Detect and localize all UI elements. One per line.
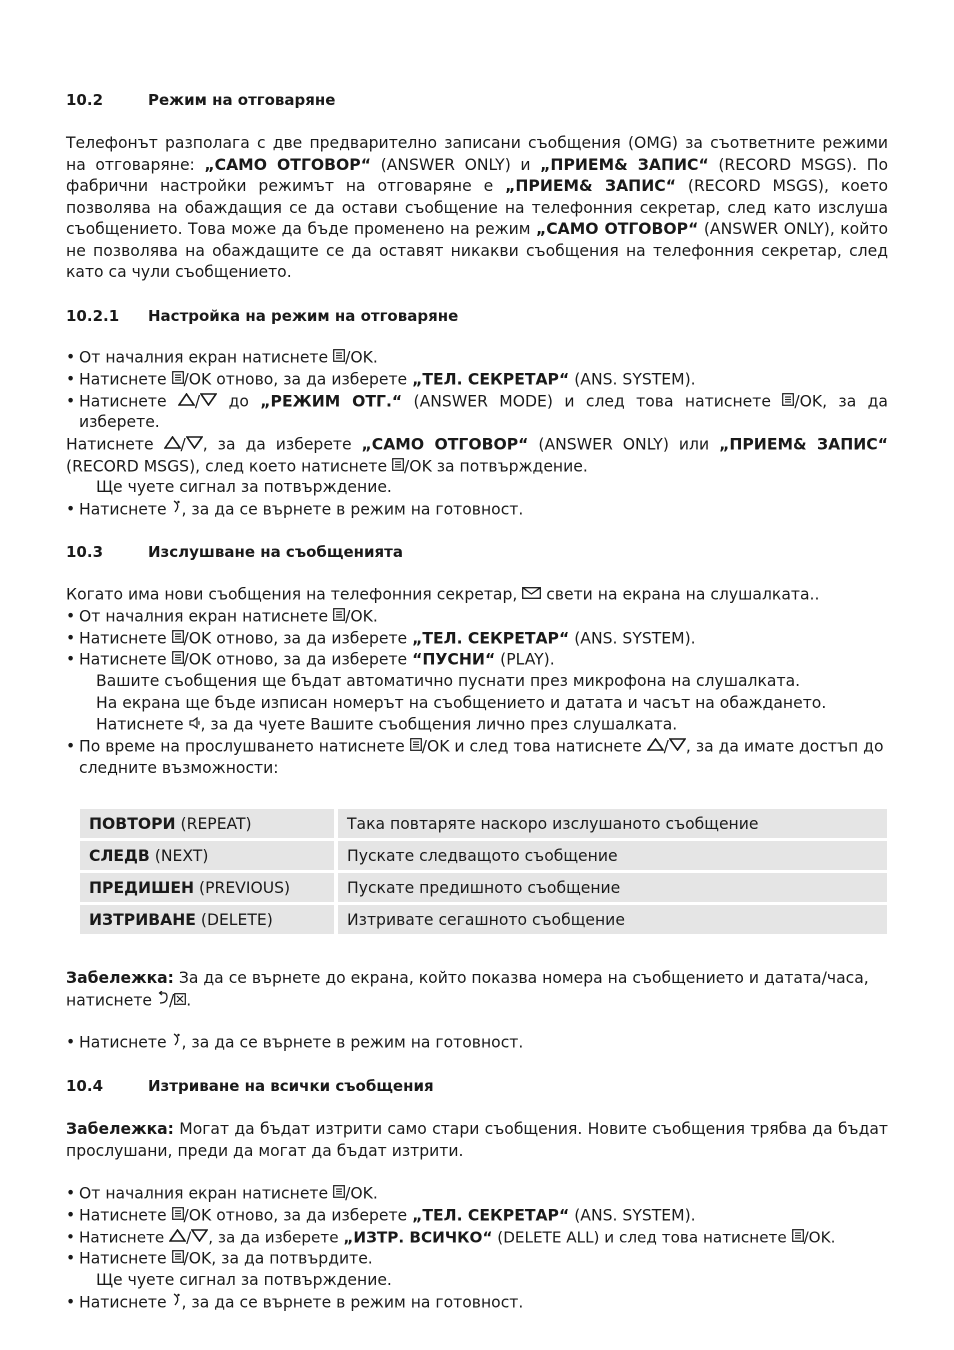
menu-icon	[172, 649, 184, 671]
text: (RECORD MSGS), след което натиснете	[66, 456, 393, 475]
bullet: •	[66, 628, 76, 647]
text: /OK отново, за да изберете	[183, 628, 413, 647]
option-description: Пускате предишното съобщение	[338, 873, 887, 902]
menu-name: „ТЕЛ. СЕКРЕТАР“	[412, 1206, 570, 1224]
options-table	[80, 806, 887, 937]
instruction-paragraph	[66, 434, 888, 478]
table-row	[80, 841, 887, 870]
note-label: Забележка:	[66, 1120, 174, 1138]
menu-name: „ТЕЛ. СЕКРЕТАР“	[412, 370, 570, 388]
intro-line	[66, 584, 888, 606]
down-arrow-icon	[200, 391, 217, 413]
list-item	[66, 347, 888, 369]
end-call-icon	[172, 1292, 182, 1314]
bullet: •	[66, 391, 76, 410]
list-item	[66, 1183, 888, 1205]
text: /OK.	[803, 1227, 836, 1246]
menu-name: „РЕЖИМ ОТГ.“	[260, 391, 403, 410]
info-line: Вашите съобщения ще бъдат автоматично пуснати през микрофона на слушалката.	[96, 672, 801, 690]
clear-icon	[174, 990, 186, 1012]
speaker-icon	[189, 714, 201, 736]
menu-icon	[172, 628, 184, 650]
confirm-note: Ще чуете сигнал за потвърждение.	[96, 1271, 392, 1289]
section-number: 10.4	[66, 1077, 104, 1095]
text: /OK, за да потвърдите.	[183, 1249, 373, 1268]
text: Могат да бъдат изтрити само стари съобщения. Новите съобщения трябва да бъдат прослушани, преди да могат да бъдат изтрити.	[66, 1120, 888, 1160]
text: (ANSWER MODE) и след това натиснете	[402, 391, 783, 410]
up-arrow-icon	[164, 434, 181, 456]
text: /OK.	[345, 348, 378, 367]
list-item	[66, 1248, 888, 1270]
text: (ANSWER ONLY) и	[370, 155, 541, 174]
mode-record: „ПРИЕМ& ЗАПИС“	[719, 435, 888, 453]
text: .	[186, 990, 192, 1009]
list-item	[66, 606, 888, 628]
list-item	[66, 1032, 888, 1054]
end-call-icon	[172, 1032, 182, 1054]
text: /	[194, 391, 201, 410]
bullet: •	[66, 736, 76, 755]
table-row	[80, 809, 887, 838]
menu-icon	[172, 369, 184, 391]
section-number: 10.2.1	[66, 307, 120, 325]
text: /	[168, 990, 175, 1009]
section-10-3-steps	[66, 584, 888, 779]
bullet: •	[66, 1249, 76, 1268]
bullet: •	[66, 499, 76, 518]
option-english: (DELETE)	[195, 910, 273, 929]
bullet: •	[66, 369, 76, 388]
text: Натиснете	[79, 500, 172, 518]
bullet: •	[66, 606, 76, 625]
text: (RECORD MSGS), което позволява на обаждащия се да остави съобщение на телефонния секретар, след като изслуша съобщението. Това може да бъде променено на режим	[66, 177, 889, 238]
option-name	[80, 809, 338, 838]
text: /OK и след това натиснете	[421, 737, 647, 755]
text: /OK, за да изберете.	[79, 391, 888, 432]
text: (RECORD MSGS). По фабрични настройки режимът на отговаряне е	[66, 155, 889, 195]
menu-name: „ИЗТР. ВСИЧКО“	[343, 1227, 493, 1246]
text: , за да чуете Вашите съобщения лично през слушалката.	[200, 715, 678, 734]
text: свети на екрана на слушалката..	[541, 585, 820, 604]
text: По време на прослушването натиснете	[79, 737, 410, 755]
list-item	[66, 649, 888, 671]
option-name	[80, 905, 338, 934]
section-heading-10-2	[66, 91, 888, 109]
list-item	[66, 1205, 888, 1227]
text: (ANS. SYSTEM).	[569, 628, 696, 647]
option-label: СЛЕДВ	[89, 846, 150, 865]
bullet: •	[66, 1292, 76, 1311]
mode-record: „ПРИЕМ& ЗАПИС“	[540, 155, 709, 174]
option-description: Пускате следващото съобщение	[338, 841, 887, 870]
bullet: •	[66, 1184, 76, 1202]
text: , за да изберете	[202, 435, 362, 453]
down-arrow-icon	[669, 736, 686, 758]
text: /OK отново, за да изберете	[183, 370, 413, 388]
text: , за да се върнете в режим на готовност.	[181, 500, 524, 518]
bullet: •	[66, 348, 76, 366]
menu-icon	[333, 347, 345, 369]
text: Натиснете	[96, 715, 189, 734]
section-10-2-paragraph	[66, 133, 888, 284]
text: Натиснете	[66, 435, 164, 453]
mode-answer-only: „САМО ОТГОВОР“	[535, 220, 699, 238]
mode-record: „ПРИЕМ& ЗАПИС“	[505, 177, 676, 195]
table-row	[80, 873, 887, 902]
option-name	[80, 841, 338, 870]
section-heading-10-3	[66, 543, 888, 561]
text: /OK.	[345, 607, 378, 625]
table-row	[80, 905, 887, 934]
menu-icon	[782, 391, 794, 413]
text: до	[217, 391, 261, 410]
down-arrow-icon	[186, 434, 203, 456]
confirm-note: Ще чуете сигнал за потвърждение.	[96, 478, 392, 497]
list-item	[66, 628, 888, 650]
up-arrow-icon	[169, 1227, 186, 1249]
option-label: ПРЕДИШЕН	[89, 878, 195, 897]
menu-icon	[172, 1205, 184, 1227]
end-call-icon	[172, 499, 182, 521]
down-arrow-icon	[191, 1227, 208, 1249]
text: Натиснете	[79, 650, 172, 669]
section-title: Изслушване на съобщенията	[148, 543, 403, 561]
text: (PLAY).	[495, 650, 555, 669]
text: От началния екран натиснете	[79, 607, 334, 625]
text: Телефонът разполага с две предварително записани съобщения (OMG) за съответните режими на отговаряне:	[66, 134, 888, 174]
section-10-2-1-steps	[66, 347, 888, 521]
section-heading-10-4	[66, 1077, 888, 1095]
text: (ANSWER ONLY) или	[528, 435, 720, 453]
section-title: Изтриване на всички съобщения	[148, 1077, 434, 1095]
bullet: •	[66, 1205, 76, 1224]
text: , за да имате достъп до следните възможности:	[79, 737, 884, 777]
up-arrow-icon	[178, 391, 195, 413]
section-heading-10-2-1	[66, 307, 888, 325]
option-english: (NEXT)	[149, 846, 209, 865]
note-paragraph	[66, 968, 888, 1011]
menu-icon	[333, 1183, 345, 1205]
menu-name: “ПУСНИ“	[412, 650, 496, 669]
section-number: 10.3	[66, 543, 104, 561]
text: Натиснете	[79, 1292, 172, 1311]
envelope-icon	[522, 584, 541, 606]
text: (ANSWER ONLY), който не позволява на обаждащите се да оставят никакви съобщения на телефонния секретар, след като са чули съобщението.	[66, 220, 888, 281]
option-label: ПОВТОРИ	[89, 814, 176, 833]
text: (ANS. SYSTEM).	[569, 370, 696, 388]
text: /OK за потвърждение.	[404, 456, 588, 475]
option-english: (REPEAT)	[175, 814, 252, 833]
text: /	[180, 435, 186, 453]
option-description: Така повтаряте наскоро изслушаното съобщение	[338, 809, 887, 838]
mode-answer-only: „САМО ОТГОВОР“	[204, 155, 371, 174]
note-label: Забележка:	[66, 969, 174, 987]
text: /OK отново, за да изберете	[183, 1206, 413, 1224]
section-10-4-steps	[66, 1183, 888, 1313]
text: /	[186, 1227, 192, 1246]
back-icon	[157, 990, 169, 1012]
menu-icon	[410, 736, 422, 758]
text: От началния екран натиснете	[79, 1184, 334, 1203]
text: Натиснете	[79, 1249, 172, 1268]
list-item	[66, 736, 888, 779]
text: Натиснете	[79, 1206, 172, 1224]
text: /OK отново, за да изберете	[183, 650, 413, 669]
option-description: Изтривате сегашното съобщение	[338, 905, 887, 934]
text: За да се върнете до екрана, който показва номера на съобщението и датата/часа, натиснете	[66, 969, 869, 1009]
info-line	[66, 714, 888, 736]
menu-icon	[792, 1227, 804, 1249]
option-name	[80, 873, 338, 902]
text: /OK.	[345, 1184, 378, 1203]
list-item	[66, 369, 888, 391]
text: , за да се върнете в режим на готовност.	[181, 1292, 524, 1311]
text: Натиснете	[79, 1033, 172, 1052]
menu-icon	[392, 456, 404, 478]
menu-name: „ТЕЛ. СЕКРЕТАР“	[412, 628, 570, 647]
list-item	[66, 391, 888, 434]
list-item	[66, 499, 888, 521]
info-line: На екрана ще бъде изписан номерът на съобщението и датата и часът на обаждането.	[96, 693, 827, 712]
text: (ANS. SYSTEM).	[569, 1206, 696, 1224]
section-title: Режим на отговаряне	[148, 91, 336, 109]
bullet: •	[66, 1227, 75, 1246]
text: /	[663, 737, 669, 755]
section-number: 10.2	[66, 91, 104, 109]
mode-answer-only: „САМО ОТГОВОР“	[361, 435, 529, 453]
up-arrow-icon	[647, 736, 664, 758]
option-label: ИЗТРИВАНЕ	[89, 910, 196, 929]
text: Натиснете	[79, 1227, 170, 1246]
menu-icon	[333, 606, 345, 628]
text: Натиснете	[79, 370, 172, 388]
text: От началния екран натиснете	[79, 348, 334, 367]
list-item	[66, 1292, 888, 1314]
text: Когато има нови съобщения на телефонния секретар,	[66, 585, 523, 604]
option-english: (PREVIOUS)	[194, 878, 291, 897]
section-title: Настройка на режим на отговаряне	[148, 307, 459, 325]
bullet: •	[66, 1033, 76, 1051]
bullet: •	[66, 650, 76, 669]
text: Натиснете	[79, 391, 178, 410]
text: Натиснете	[79, 628, 172, 647]
text: (DELETE ALL) и след това натиснете	[492, 1227, 792, 1246]
text: , за да се върнете в режим на готовност.	[181, 1033, 524, 1052]
note-paragraph	[66, 1119, 888, 1162]
list-item	[66, 1227, 888, 1249]
menu-icon	[172, 1248, 184, 1270]
text: , за да изберете	[208, 1227, 344, 1246]
